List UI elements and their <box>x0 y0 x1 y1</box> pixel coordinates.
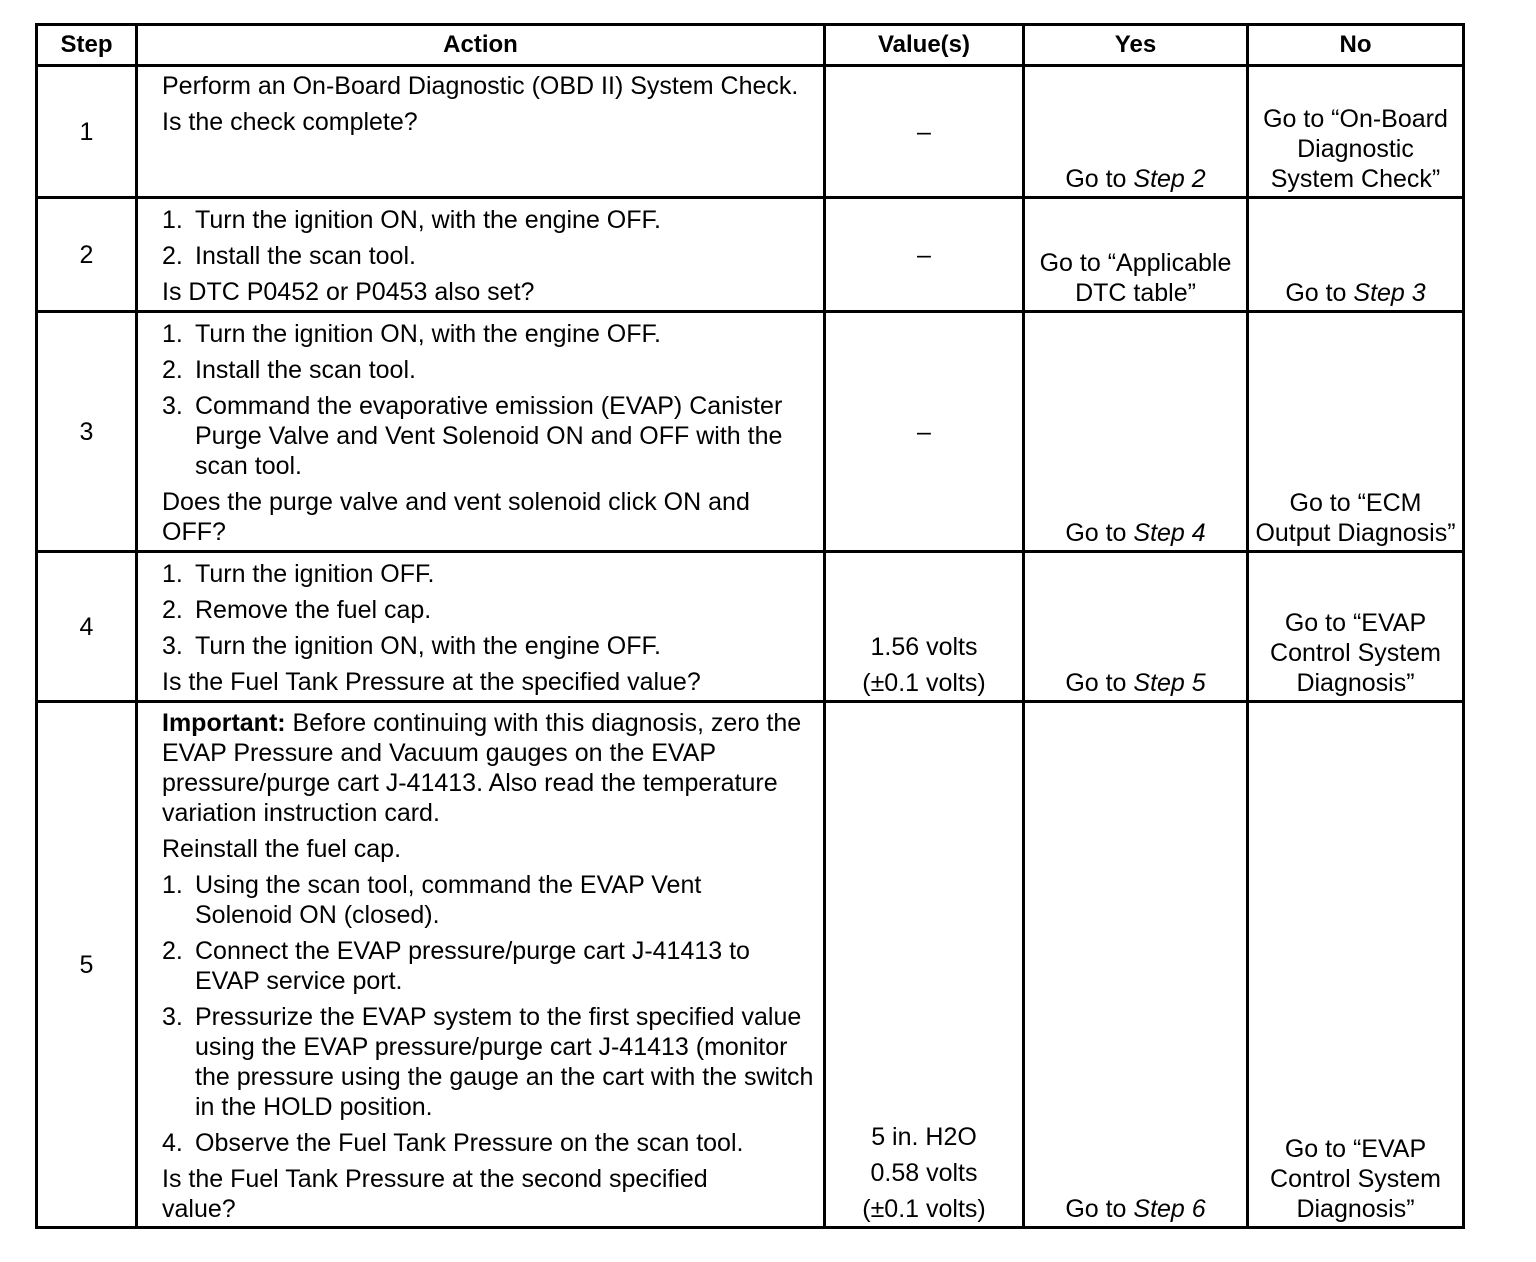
list-item <box>162 355 813 385</box>
value-cell: – <box>825 66 1024 198</box>
item-text: Turn the ignition OFF. <box>195 560 435 588</box>
action-question: Is the Fuel Tank Pressure at the specified value? <box>162 668 701 696</box>
action-list <box>162 205 813 271</box>
list-item <box>162 936 795 996</box>
list-item <box>162 1002 815 1122</box>
item-number: 4. <box>162 1129 183 1157</box>
yes-prefix: Go to <box>1065 1195 1134 1223</box>
list-item <box>162 391 795 481</box>
item-number: 3. <box>162 632 183 660</box>
header-yes: Yes <box>1024 25 1248 66</box>
value-cell: – <box>825 312 1024 552</box>
step-number: 1 <box>37 66 137 198</box>
value-line: (±0.1 volts) <box>862 1195 986 1223</box>
yes-prefix: Go to <box>1065 165 1134 193</box>
yes-cell <box>1024 66 1248 198</box>
table-row-step-1 <box>37 66 1464 198</box>
action-question: Is the Fuel Tank Pressure at the second specified value? <box>162 1165 708 1223</box>
no-cell: Go to “EVAP Control System Diagnosis” <box>1248 552 1464 702</box>
item-text: Command the evaporative emission (EVAP) Canister Purge Valve and Vent Solenoid ON and OFF with the scan tool. <box>195 392 783 480</box>
item-number: 1. <box>162 871 183 899</box>
action-cell <box>137 198 825 312</box>
value-line: 0.58 volts <box>870 1159 978 1187</box>
action-list <box>162 319 813 481</box>
yes-cell: Go to “Applicable DTC table” <box>1024 198 1248 312</box>
item-number: 2. <box>162 356 183 384</box>
no-prefix: Go to <box>1285 279 1354 307</box>
header-step: Step <box>37 25 137 66</box>
item-number: 1. <box>162 560 183 588</box>
action-intro: Reinstall the fuel cap. <box>162 835 402 863</box>
header-values: Value(s) <box>825 25 1024 66</box>
item-text: Turn the ignition ON, with the engine OFF. <box>195 632 661 660</box>
yes-step-link: Step 6 <box>1133 1195 1206 1223</box>
item-text: Connect the EVAP pressure/purge cart J-41413 to EVAP service port. <box>195 937 750 995</box>
yes-prefix: Go to <box>1065 669 1134 697</box>
action-cell <box>137 66 825 198</box>
value-cell <box>825 552 1024 702</box>
table-row-step-4 <box>37 552 1464 702</box>
item-number: 1. <box>162 320 183 348</box>
value-line: 1.56 volts <box>870 633 978 661</box>
yes-cell <box>1024 702 1248 1228</box>
table-row-step-5 <box>37 702 1464 1228</box>
item-text: Pressurize the EVAP system to the first specified value using the EVAP pressure/purge cart J-41413 (monitor the pressure using the gauge an the cart with the switch in the HOLD position. <box>195 1003 814 1121</box>
item-number: 2. <box>162 596 183 624</box>
value-cell: – <box>825 198 1024 312</box>
step-number: 3 <box>37 312 137 552</box>
important-label: Important: <box>162 709 286 737</box>
header-action: Action <box>137 25 825 66</box>
list-item <box>162 595 813 625</box>
no-step-link: Step 3 <box>1353 279 1426 307</box>
no-cell <box>1248 198 1464 312</box>
table-row-step-2 <box>37 198 1464 312</box>
list-item <box>162 870 765 930</box>
action-cell <box>137 702 825 1228</box>
step-number: 4 <box>37 552 137 702</box>
item-text: Observe the Fuel Tank Pressure on the scan tool. <box>195 1129 744 1157</box>
action-question: Does the purge valve and vent solenoid click ON and OFF? <box>162 488 750 546</box>
yes-step-link: Step 5 <box>1133 669 1206 697</box>
item-text: Turn the ignition ON, with the engine OFF. <box>195 320 661 348</box>
yes-cell <box>1024 552 1248 702</box>
action-question: Is DTC P0452 or P0453 also set? <box>162 278 535 306</box>
item-number: 2. <box>162 242 183 270</box>
item-text: Install the scan tool. <box>195 356 416 384</box>
step-number: 2 <box>37 198 137 312</box>
list-item <box>162 631 813 661</box>
action-list <box>162 559 813 661</box>
diagnostic-table <box>35 23 1465 1229</box>
no-cell: Go to “EVAP Control System Diagnosis” <box>1248 702 1464 1228</box>
value-cell <box>825 702 1024 1228</box>
header-row <box>37 25 1464 66</box>
item-number: 1. <box>162 206 183 234</box>
item-number: 3. <box>162 392 183 420</box>
important-text: Before continuing with this diagnosis, zero the EVAP Pressure and Vacuum gauges on the EVAP pressure/purge cart J-41413. Also read the temperature variation instruction card. <box>162 709 802 827</box>
list-item <box>162 241 813 271</box>
item-text: Turn the ignition ON, with the engine OFF. <box>195 206 661 234</box>
yes-prefix: Go to <box>1065 519 1134 547</box>
list-item <box>162 1128 815 1158</box>
list-item <box>162 205 813 235</box>
action-cell <box>137 552 825 702</box>
no-cell: Go to “ECM Output Diagnosis” <box>1248 312 1464 552</box>
list-item <box>162 559 813 589</box>
step-number: 5 <box>37 702 137 1228</box>
yes-step-link: Step 4 <box>1133 519 1206 547</box>
no-cell: Go to “On-Board Diagnostic System Check” <box>1248 66 1464 198</box>
item-text: Using the scan tool, command the EVAP Vent Solenoid ON (closed). <box>195 871 702 929</box>
yes-step-link: Step 2 <box>1133 165 1206 193</box>
item-text: Remove the fuel cap. <box>195 596 432 624</box>
table-row-step-3 <box>37 312 1464 552</box>
action-list <box>162 870 815 1158</box>
value-line: 5 in. H2O <box>871 1123 977 1151</box>
item-number: 3. <box>162 1003 183 1031</box>
action-text: Perform an On-Board Diagnostic (OBD II) System Check. <box>162 72 799 100</box>
item-text: Install the scan tool. <box>195 242 416 270</box>
item-number: 2. <box>162 937 183 965</box>
yes-cell <box>1024 312 1248 552</box>
action-cell <box>137 312 825 552</box>
header-no: No <box>1248 25 1464 66</box>
value-line: (±0.1 volts) <box>862 669 986 697</box>
list-item <box>162 319 813 349</box>
important-note <box>162 708 815 828</box>
action-question: Is the check complete? <box>162 108 418 136</box>
